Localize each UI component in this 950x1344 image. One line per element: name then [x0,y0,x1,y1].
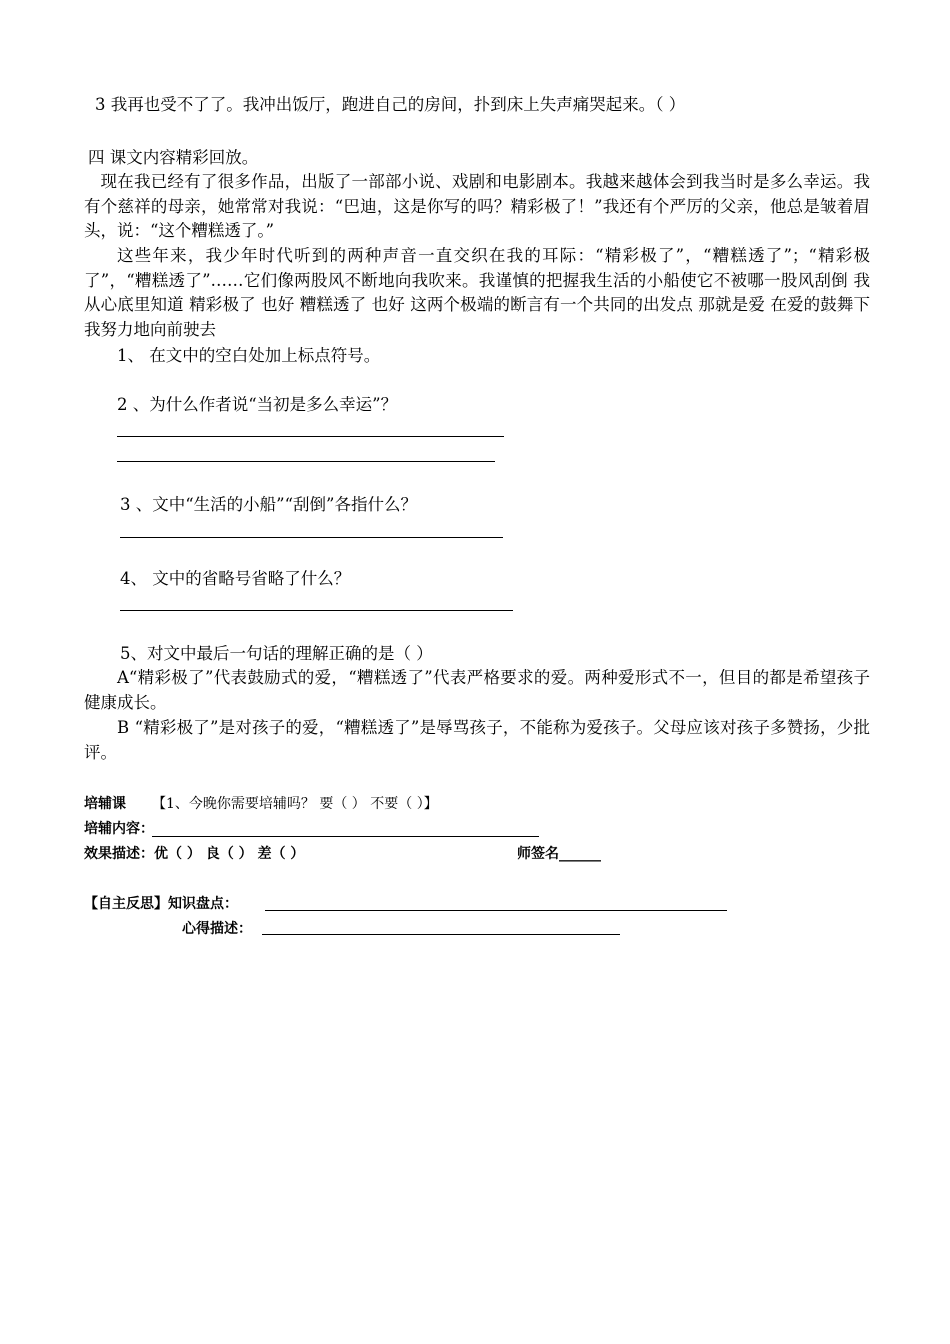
question-5-text: 5、对文中最后一句话的理解正确的是（ ） [120,644,433,663]
insight-line[interactable] [262,934,620,935]
question-3-text: 3 我再也受不了了。我冲出饭厅，跑进自己的房间，扑到床上失声痛哭起来。（ ） [95,95,686,114]
reflection-label: 【自主反思】知识盘点： [84,896,238,912]
insight-label: 心得描述： [182,921,252,937]
answer-line-2b[interactable] [117,461,495,462]
tutoring-label: 培辅课 [84,796,126,812]
passage-paragraph-1: 现在我已经有了很多作品，出版了一部部小说、戏剧和电影剧本。我越来越体会到我当时是多么幸运。我有个慈祥的母亲，她常常对我说：“巴迪，这是你写的吗？精彩极了！”我还有个严厉的父亲，他总是皱着眉头，说：“这个糟糕透了。” [84,172,870,240]
effect-description: 效果描述：优（ ） 良（ ） 差（ ） [84,846,305,862]
teacher-signature-label: 师签名______ [517,846,601,862]
question-2-text: 2 、为什么作者说“当初是多么幸运”？ [117,395,398,414]
option-a-text: A“精彩极了”代表鼓励式的爱，“糟糕透了”代表严格要求的爱。两种爱形式不一，但目的都是希望孩子健康成长。 [84,668,870,712]
question-4-text: 4、 文中的省略号省略了什么？ [120,569,351,588]
option-b-text: B “精彩极了”是对孩子的爱，“糟糕透了”是辱骂孩子，不能称为爱孩子。父母应该对孩子多赞扬，少批评。 [84,718,870,762]
answer-line-3[interactable] [120,537,503,538]
passage-paragraph-2: 这些年来，我少年时代听到的两种声音一直交织在我的耳际：“精彩极了”，“糟糕透了”；“精彩极了”，“糟糕透了”……它们像两股风不断地向我吹来。我谨慎的把握我生活的小船使它不被哪一股风刮倒 我从心底里知道 精彩极了 也好 糟糕透了 也好 这两个极端的断言有一个共同的出发点 那就是爱 在爱的鼓舞下 我努力地向前驶去 [84,246,870,339]
tutoring-content-line[interactable] [152,836,539,837]
tutoring-question: 【1、今晚你需要培辅吗？ 要（ ） 不要（ ）】 [152,796,438,812]
section-4-heading: 四 课文内容精彩回放。 [88,148,259,167]
tutoring-content-label: 培辅内容： [84,821,154,837]
question-3b-text: 3 、文中“生活的小船”“刮倒”各指什么？ [120,495,417,514]
question-1-text: 1、 在文中的空白处加上标点符号。 [117,346,381,365]
answer-line-4[interactable] [120,610,513,611]
knowledge-review-line[interactable] [265,910,727,911]
answer-line-2a[interactable] [117,436,504,437]
